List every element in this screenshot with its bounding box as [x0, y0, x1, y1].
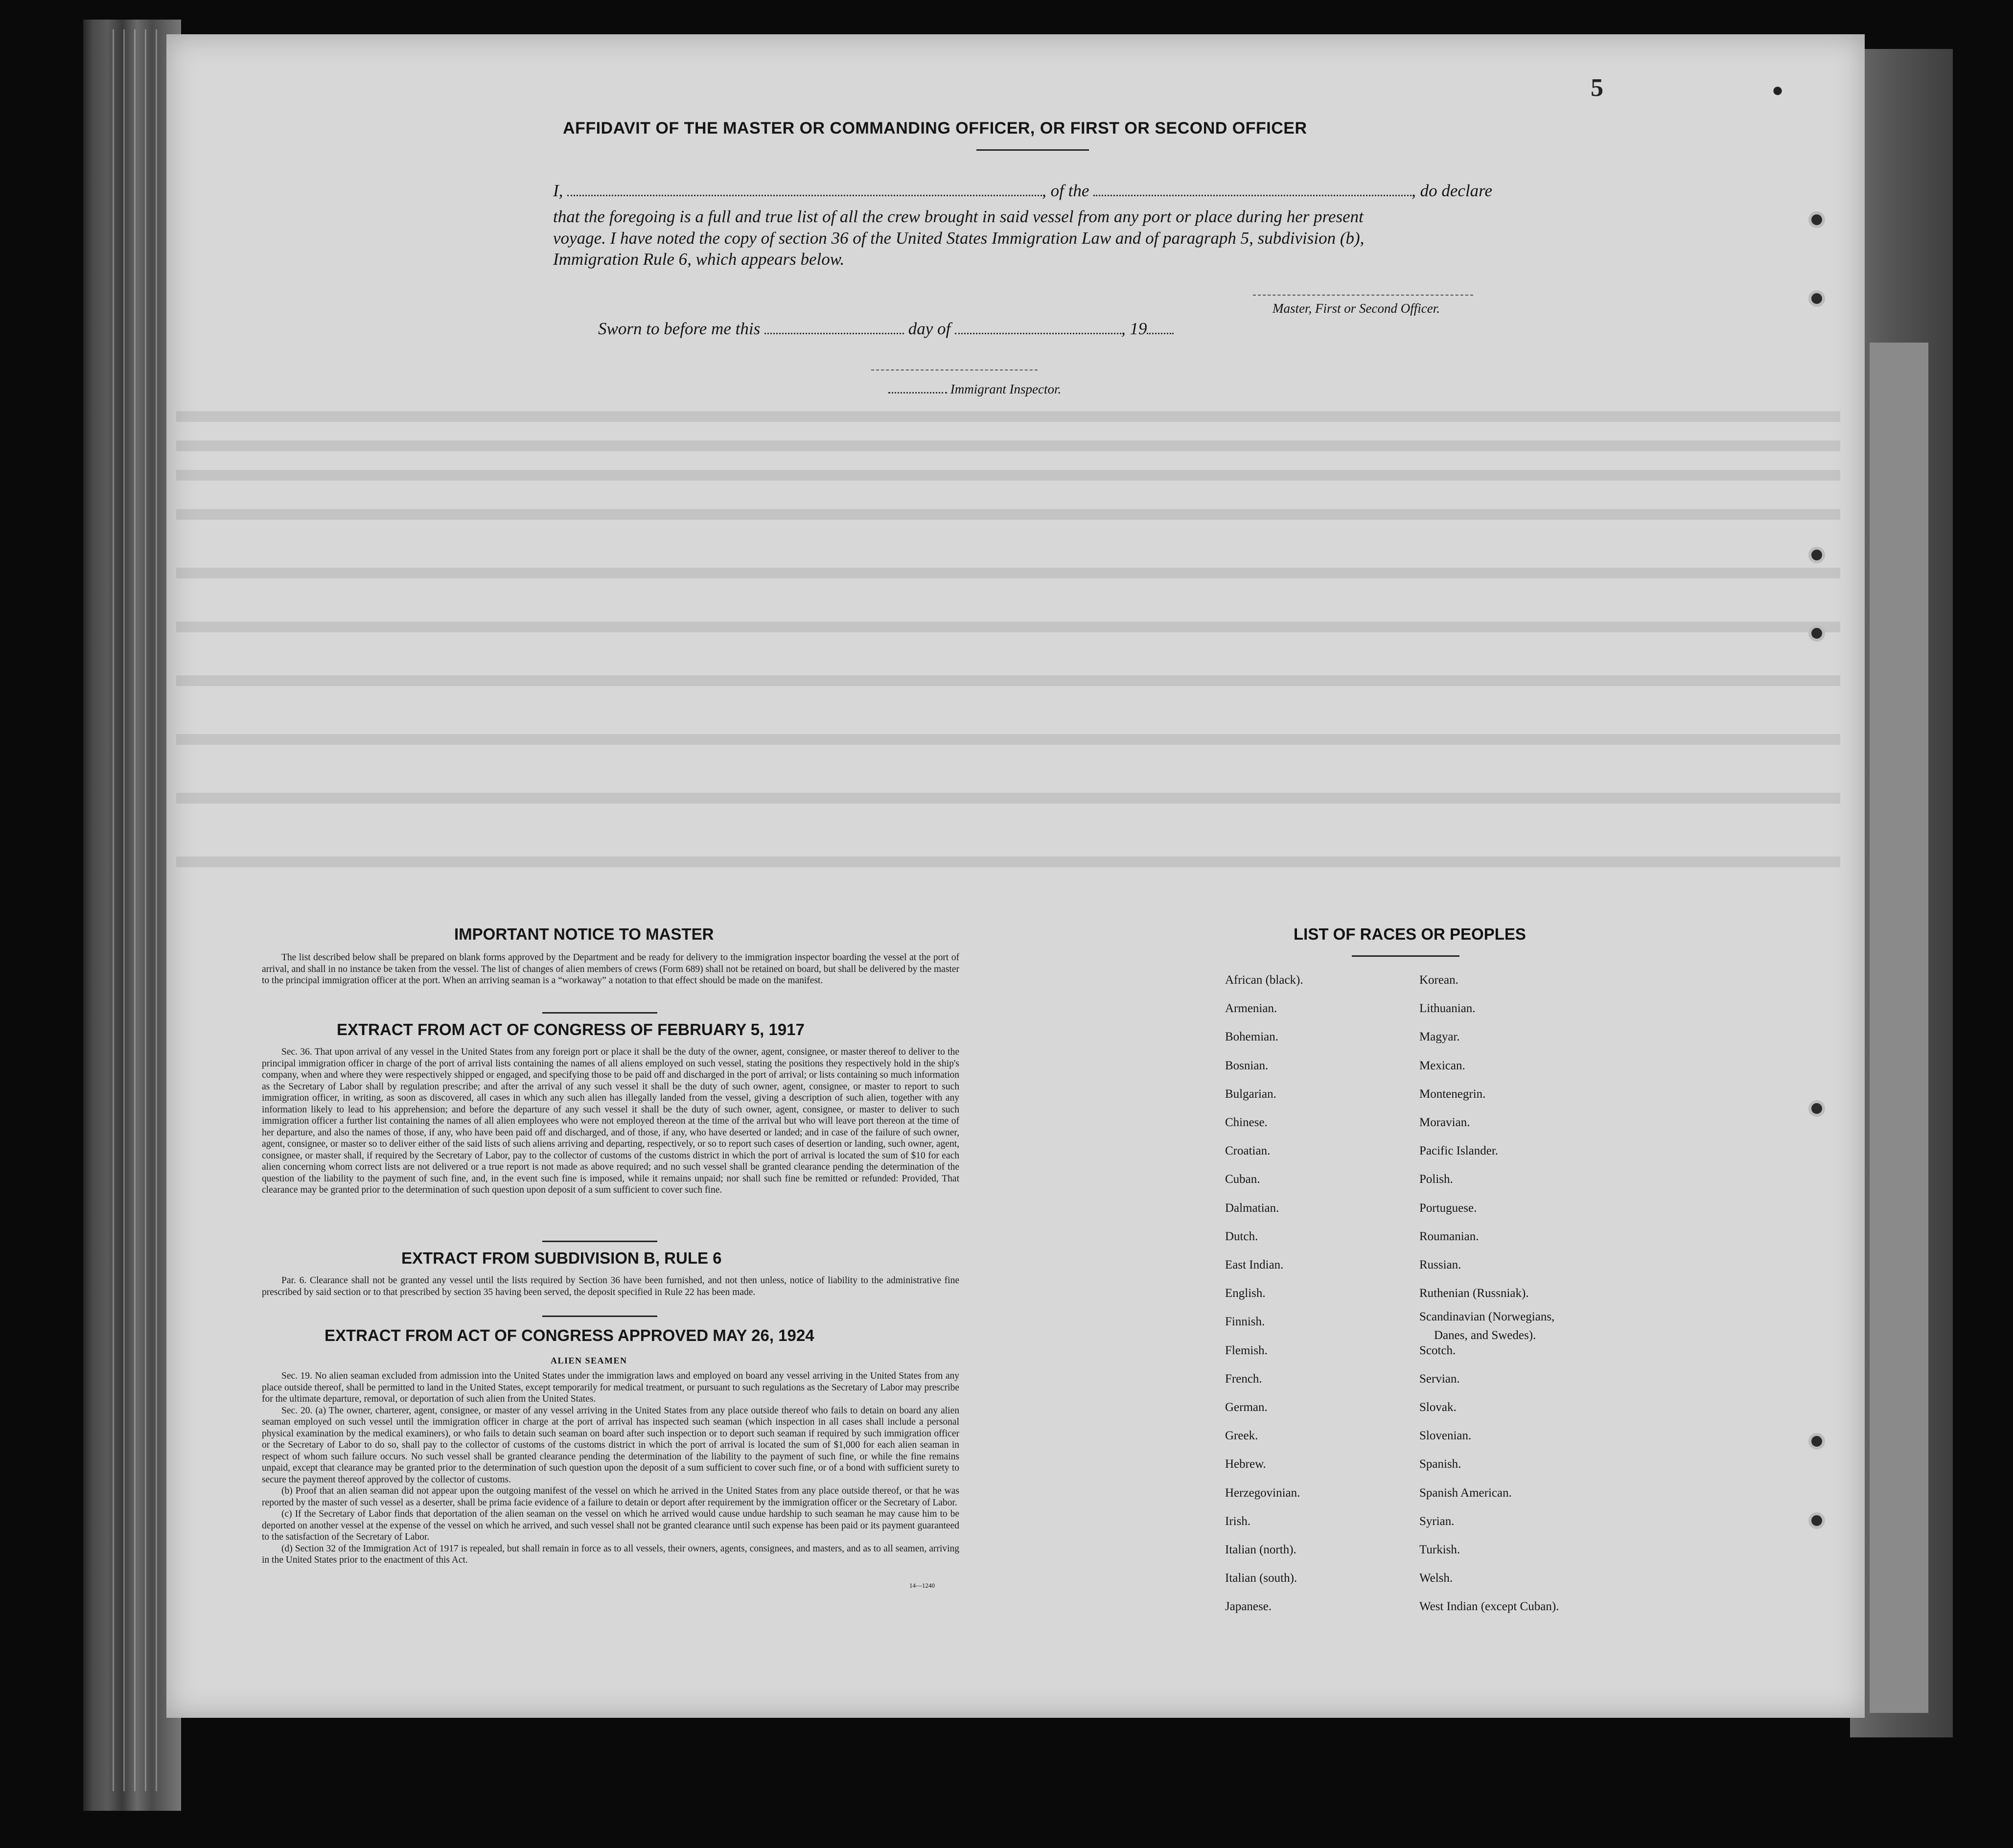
- section-rule: [542, 1316, 657, 1317]
- signature-blank[interactable]: [1253, 295, 1473, 296]
- punch-hole: [1808, 547, 1825, 563]
- sec20a-text: Sec. 20. (a) The owner, charterer, agent, consignee, or master of any vessel arriving in the United States from any place outside thereof who fails to detain on board any alien seaman employed on such vessel until the immigration officer in charge at the port of arrival has inspected such seaman (which inspection in all cases shall include a personal physical examination by the medical examiners), or who fails to detain such seaman on board after such inspection or to deport such seaman if required by such immigration officer or the Secretary of Labor to do so, shall pay to the collector of customs of the customs district in which the port of arrival is located the sum of $1,000 for each alien seaman in respect of whom such failure occurs. No such vessel shall be granted clearance pending the determination of the liability to the payment of such fine, or while the fine remains unpaid, except that clearance may be granted prior to the determination of such question upon the deposit of a sum sufficient to cover such fine, or of a bond with sufficient surety to secure the payment thereof approved by the collector of customs.: [262, 1405, 959, 1485]
- race-item: Bohemian.: [1225, 1030, 1279, 1044]
- race-item: African (black).: [1225, 973, 1303, 987]
- sworn-year: , 19: [1121, 319, 1147, 338]
- race-item: Bosnian.: [1225, 1059, 1269, 1072]
- race-item: Welsh.: [1419, 1571, 1453, 1585]
- race-item: French.: [1225, 1372, 1262, 1386]
- race-item: Magyar.: [1419, 1030, 1460, 1044]
- sec19-text: Sec. 19. No alien seaman excluded from admission into the United States under the immigration laws and employed on board any vessel arriving in the United States from any place outside thereof, shall be permitted to land in the United States, except temporarily for medical treatment, or pursuant to such regulations as the Secretary of Labor may prescribe for the ultimate departure, removal, or deportation of such alien from the United States.: [262, 1371, 959, 1404]
- rule6-text: Par. 6. Clearance shall not be granted any vessel until the lists required by Section 36 have been furnished, and not then unless, notice of liability to the administrative fine prescribed by said section or to that prescribed by section 35 having been served, the deposit specified in Rule 22 has been made.: [262, 1275, 959, 1297]
- sworn-day-blank[interactable]: [764, 329, 904, 334]
- race-item: Irish.: [1225, 1514, 1251, 1528]
- punch-hole: [1808, 625, 1825, 642]
- race-item: Greek.: [1225, 1429, 1258, 1443]
- race-item: Slovak.: [1419, 1401, 1457, 1414]
- affidavit-line-1: [553, 181, 1492, 201]
- races-title: LIST OF RACES OR PEOPLES: [1294, 925, 1526, 943]
- name-blank[interactable]: [567, 191, 1042, 196]
- race-item: Turkish.: [1419, 1543, 1460, 1556]
- punch-hole: [1808, 1100, 1825, 1117]
- race-item: English.: [1225, 1287, 1266, 1300]
- race-item: Lithuanian.: [1419, 1002, 1476, 1016]
- sec20d-text: (d) Section 32 of the Immigration Act of 1917 is repealed, but shall remain in force as to all vessels, their owners, agents, consignees, and masters, and as to all seamen, arriving in the United States prior to the enactment of this Act.: [262, 1543, 959, 1565]
- affidavit-line-4: Immigration Rule 6, which appears below.: [553, 250, 845, 269]
- race-item: Roumanian.: [1419, 1229, 1479, 1243]
- race-item: Herzegovinian.: [1225, 1486, 1300, 1500]
- inspector-label: Immigrant Inspector.: [950, 382, 1062, 396]
- race-item: East Indian.: [1225, 1258, 1284, 1271]
- sworn-year-blank[interactable]: [1147, 329, 1174, 334]
- affidavit-title-rule: [976, 149, 1089, 151]
- race-item: Flemish.: [1225, 1343, 1268, 1357]
- race-item: Spanish American.: [1419, 1486, 1512, 1500]
- race-item: Pacific Islander.: [1419, 1144, 1499, 1158]
- punch-hole: [1808, 1512, 1825, 1529]
- race-item: Servian.: [1419, 1372, 1460, 1386]
- ghost-row: [176, 675, 1840, 686]
- races-title-rule: [1352, 955, 1459, 957]
- race-item: Scotch.: [1419, 1343, 1456, 1357]
- race-item: Mexican.: [1419, 1059, 1465, 1072]
- punch-hole: [1808, 211, 1825, 228]
- extract-1924-text: [262, 1370, 959, 1566]
- race-item: Portuguese.: [1419, 1201, 1477, 1215]
- punch-hole: [1808, 290, 1825, 307]
- extract-1917-title: EXTRACT FROM ACT OF CONGRESS OF FEBRUARY 5, 1917: [337, 1020, 805, 1039]
- race-item: Korean.: [1419, 973, 1458, 987]
- ghost-row: [176, 622, 1840, 632]
- race-item: Bulgarian.: [1225, 1087, 1276, 1101]
- race-item: Spanish.: [1419, 1457, 1461, 1471]
- race-item: Finnish.: [1225, 1315, 1265, 1329]
- race-item: Cuban.: [1225, 1173, 1260, 1186]
- ghost-row: [176, 470, 1840, 481]
- section-rule: [542, 1241, 657, 1242]
- signature-label: Master, First or Second Officer.: [1273, 301, 1440, 316]
- race-item: Syrian.: [1419, 1514, 1455, 1528]
- race-item: Moravian.: [1419, 1116, 1470, 1129]
- alien-seamen-subtitle: ALIEN SEAMEN: [551, 1356, 627, 1365]
- ghost-row: [176, 411, 1840, 422]
- race-item: Chinese.: [1225, 1116, 1268, 1129]
- extract-1917-text: Sec. 36. That upon arrival of any vessel in the United States from any foreign port or place it shall be the duty of the owner, agent, consignee, or master thereof to deliver to the principal immigration officer in charge of the port of arrival lists containing the names of all aliens employed on such vessel, stating the positions they respectively hold in the ship's company, when and where they were respectively shipped or engaged, and specifying those to be paid off and discharged in the port of arrival; or lists containing so much information as the Secretary of Labor shall by regulation prescribe; and after the arrival of any such vessel it shall be the duty of such owner, agent, consignee, or master to report to such immigration officer, in writing, as soon as discovered, all cases in which any such alien has illegally landed from the vessel, giving a description of such alien, together with any information likely to lead to his apprehension; and before the departure of any such vessel it shall be the duty of such owner, agent, consignee, or master to deliver to such immigration officer a further list containing the names of all alien employees who were not employed thereon at the time of the arrival but who will leave port thereon at the time of her departure, and also the names of those, if any, who have been paid off and discharged, and of those, if any, who have deserted or landed; and in case of the failure of such owner, agent, consignee, or master so to deliver either of the said lists of such aliens arriving and departing, respectively, or so to report such cases of desertion or landing, such owner, agent, consignee, or master shall, if required by the Secretary of Labor, pay to the collector of customs of the customs district in which the port of arrival is located the sum of $10 for each alien concerning whom correct lists are not delivered or a true report is not made as above required; and no such vessel shall be granted clearance pending the determination of the question of the liability to the payment of such fine, and, in the event such fine is imposed, while it remains unpaid; nor shall such fine be remitted or refunded: Provided, That clearance may be granted prior to the determination of such question upon deposit of a sum sufficient to cover such fine.: [262, 1047, 959, 1195]
- ghost-row: [176, 793, 1840, 804]
- race-item: Montenegrin.: [1419, 1087, 1486, 1101]
- race-item: Scandinavian (Norwegians,: [1419, 1310, 1555, 1324]
- race-item: Ruthenian (Russniak).: [1419, 1287, 1529, 1300]
- underlying-sheet-strip: [1870, 343, 1928, 1713]
- page-number: 5: [1591, 74, 1603, 102]
- affidavit-line1-suffix: , do declare: [1411, 181, 1493, 200]
- ghost-row: [176, 440, 1840, 451]
- race-item: West Indian (except Cuban).: [1419, 1600, 1559, 1614]
- corner-dot-icon: ●: [1772, 79, 1784, 101]
- ghost-row: [176, 734, 1840, 745]
- race-item: Armenian.: [1225, 1002, 1277, 1016]
- affidavit-line-3: voyage. I have noted the copy of section 36 of the United States Immigration Law and of paragraph 5, subdivision (b),: [553, 229, 1365, 248]
- sworn-line: [598, 319, 1174, 339]
- ghost-row: [176, 856, 1840, 867]
- sec20c-text: (c) If the Secretary of Labor finds that deportation of the alien seaman on the vessel on which he arrived would cause undue hardship to such seaman he may cause him to be deported on another vessel at the expense of the vessel on which he arrived, and such vessel shall not be granted clearance until such expense has been paid or its payment guaranteed to the satisfaction of the Secretary of Labor.: [262, 1509, 959, 1542]
- extract-1924-title: EXTRACT FROM ACT OF CONGRESS APPROVED MAY 26, 1924: [324, 1326, 814, 1344]
- race-item: German.: [1225, 1401, 1268, 1414]
- inspector-prefix-blank[interactable]: [888, 390, 947, 393]
- punch-hole: [1808, 1433, 1825, 1450]
- affidavit-line1-prefix: I,: [553, 181, 563, 200]
- notice-title: IMPORTANT NOTICE TO MASTER: [454, 925, 714, 943]
- ghost-row: [176, 568, 1840, 578]
- ghost-row: [176, 509, 1840, 520]
- vessel-blank[interactable]: [1093, 191, 1411, 196]
- affidavit-line-2: that the foregoing is a full and true list of all the crew brought in said vessel from any port or place during her present: [553, 207, 1364, 226]
- inspector-label-line: [888, 382, 1061, 397]
- race-item: Russian.: [1419, 1258, 1461, 1271]
- sworn-month-blank[interactable]: [955, 329, 1121, 334]
- race-item: Danes, and Swedes).: [1434, 1329, 1536, 1342]
- race-item: Dalmatian.: [1225, 1201, 1279, 1215]
- binder-page-edges: [113, 29, 162, 1791]
- affidavit-title: AFFIDAVIT OF THE MASTER OR COMMANDING OFFICER, OR FIRST OR SECOND OFFICER: [563, 119, 1307, 138]
- race-item: Japanese.: [1225, 1600, 1272, 1614]
- race-item: Polish.: [1419, 1173, 1453, 1186]
- race-item: Italian (north).: [1225, 1543, 1296, 1556]
- affidavit-line1-mid: , of the: [1042, 181, 1089, 200]
- race-item: Slovenian.: [1419, 1429, 1472, 1443]
- race-item: Italian (south).: [1225, 1571, 1297, 1585]
- race-item: Croatian.: [1225, 1144, 1271, 1158]
- race-item: Hebrew.: [1225, 1457, 1266, 1471]
- notice-text: The list described below shall be prepared on blank forms approved by the Department and be ready for delivery to the immigration inspector boarding the vessel at the port of arrival, and shall in no instance be taken from the vessel. The list of changes of alien members of crews (Form 689) shall not be retained on board, but shall be delivered by the master to the principal immigration officer at the port. When an arriving seaman is a “workaway” a notation to that effect should be made on the manifest.: [262, 952, 959, 986]
- sec20b-text: (b) Proof that an alien seaman did not appear upon the outgoing manifest of the vessel on which he arrived in the United States from any place outside thereof, or that he was reported by the master of such vessel as a deserter, shall be prima facie evidence of a failure to detain or deport after requirement by the immigration officer or the Secretary of Labor.: [262, 1486, 959, 1508]
- section-rule: [542, 1012, 657, 1014]
- sworn-mid: day of: [908, 319, 951, 338]
- form-number: 14—1240: [909, 1582, 935, 1589]
- rule6-title: EXTRACT FROM SUBDIVISION B, RULE 6: [401, 1249, 722, 1267]
- race-item: Dutch.: [1225, 1229, 1258, 1243]
- sworn-prefix: Sworn to before me this: [598, 319, 761, 338]
